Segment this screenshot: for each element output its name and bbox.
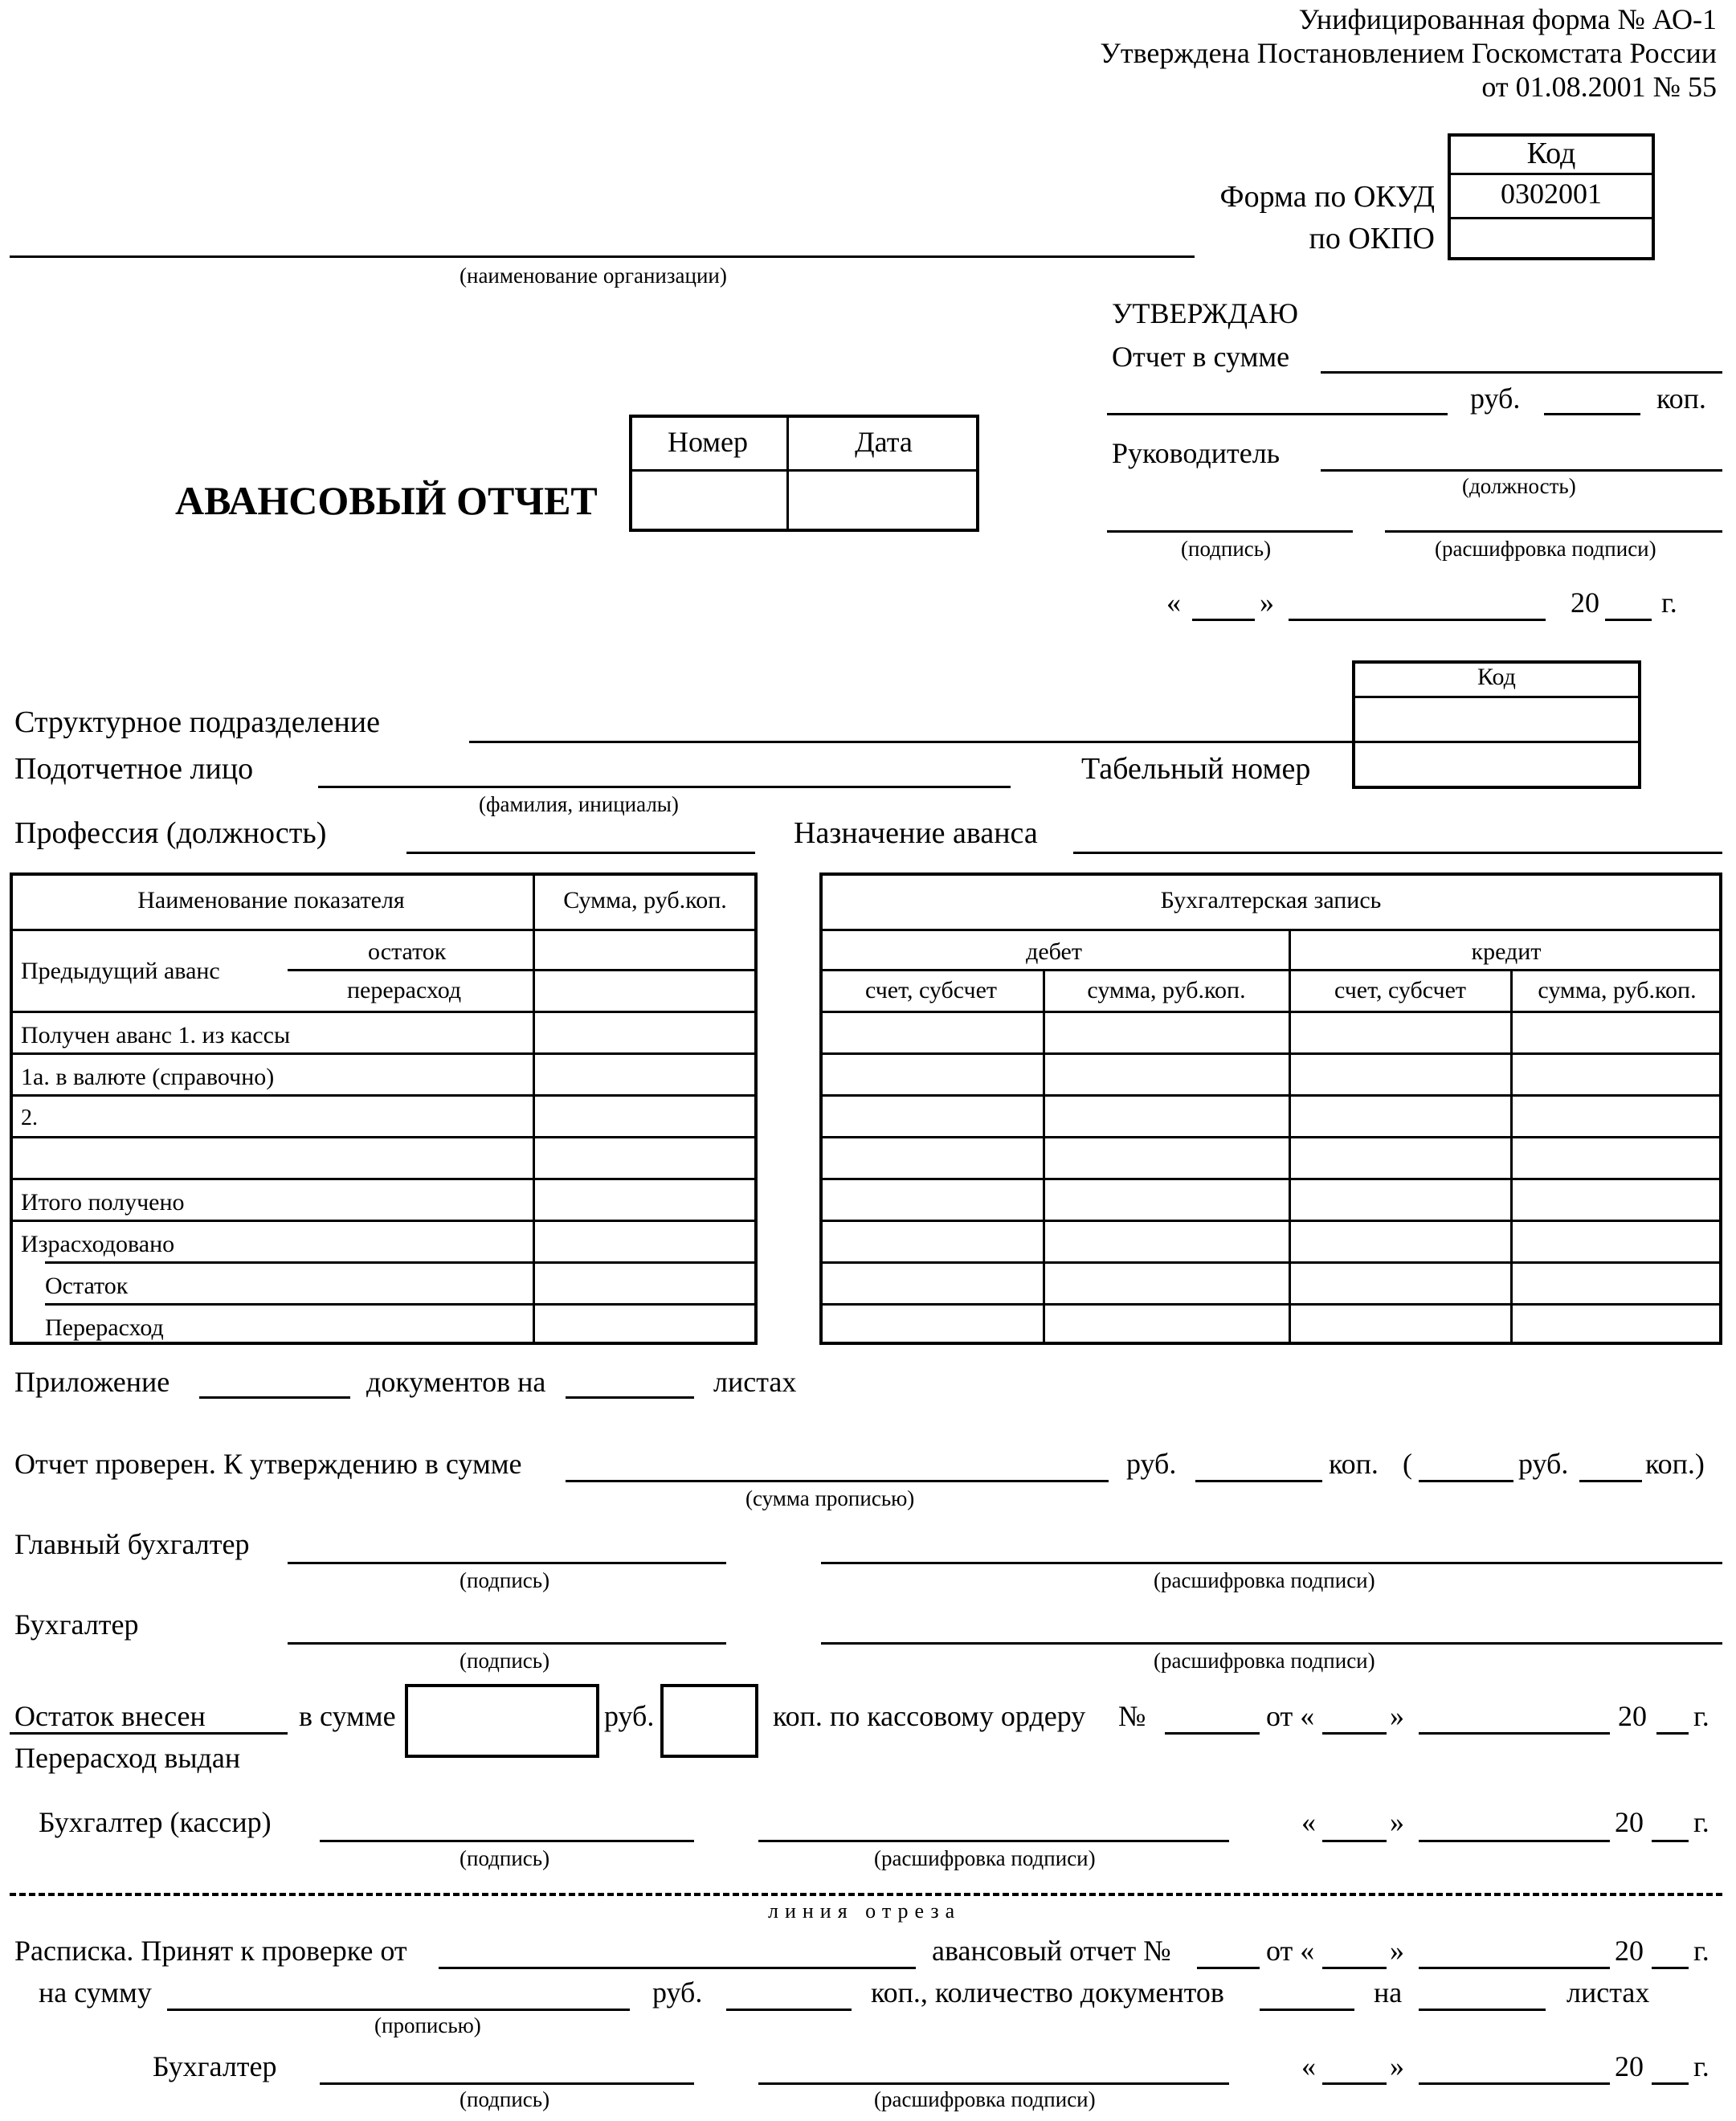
- number-label: Номер: [667, 426, 749, 458]
- number-date-divider: [629, 469, 979, 472]
- accounting-row-divider: [819, 1011, 1722, 1013]
- organization-caption: (наименование организации): [460, 264, 727, 288]
- order-number-field[interactable]: [1165, 1732, 1260, 1735]
- table-row: Итого получено: [21, 1189, 185, 1216]
- remainder-rub: руб.: [604, 1700, 655, 1732]
- cashier-day-field[interactable]: [1322, 1840, 1387, 1842]
- tab-code-header: Код: [1477, 664, 1516, 690]
- receipt-docs-count-field[interactable]: [1260, 2009, 1354, 2011]
- organization-field[interactable]: [10, 255, 1195, 258]
- receipt-quote-close: »: [1390, 1935, 1404, 1967]
- receipt-words-caption: (прописью): [374, 2013, 481, 2037]
- receipt-accountant-label: Бухгалтер: [153, 2050, 277, 2082]
- accounting-row-divider: [819, 1261, 1722, 1264]
- table-row-divider: [10, 1094, 758, 1097]
- chief-sign-field[interactable]: [288, 1562, 726, 1564]
- approve-kop-field[interactable]: [1544, 413, 1640, 415]
- debit-header: дебет: [1026, 938, 1082, 965]
- form-code-line: Унифицированная форма № АО-1: [1298, 3, 1717, 35]
- approve-day-field[interactable]: [1192, 619, 1255, 621]
- person-field[interactable]: [318, 786, 1011, 788]
- order-year-suffix: г.: [1693, 1700, 1709, 1732]
- profession-label: Профессия (должность): [14, 816, 327, 850]
- checked-sum-field[interactable]: [566, 1480, 1109, 1482]
- cashier-label: Бухгалтер (кассир): [39, 1806, 272, 1838]
- profession-field[interactable]: [406, 852, 755, 854]
- okud-value: 0302001: [1501, 178, 1602, 210]
- receipt2-quote-open: «: [1301, 2050, 1316, 2082]
- approve-year-field[interactable]: [1605, 619, 1652, 621]
- table-column-divider: [533, 873, 535, 1345]
- accounting-row-divider: [819, 1303, 1722, 1306]
- receipt-report-number-field[interactable]: [1197, 1967, 1260, 1969]
- receipt-from: от «: [1266, 1935, 1315, 1967]
- table-row-divider: [288, 969, 758, 971]
- cashier-year-prefix: 20: [1615, 1806, 1644, 1838]
- receipt-kop-docs: коп., количество документов: [871, 1976, 1224, 2009]
- receipt-report-no: авансовый отчет №: [932, 1935, 1171, 1967]
- cashier-month-field[interactable]: [1419, 1840, 1610, 1842]
- receipt-year-field[interactable]: [1652, 1967, 1689, 1969]
- purpose-label: Назначение аванса: [794, 816, 1038, 850]
- okpo-field[interactable]: [1448, 217, 1655, 260]
- approve-month-field[interactable]: [1289, 619, 1546, 621]
- cashier-year-suffix: г.: [1693, 1806, 1709, 1838]
- receipt-kop-field[interactable]: [726, 2009, 852, 2011]
- checked-kop: коп.: [1329, 1448, 1379, 1480]
- checked-kop-field[interactable]: [1195, 1480, 1322, 1482]
- okud-label: Форма по ОКУД: [1219, 180, 1435, 214]
- accountant-sign-caption: (подпись): [460, 1649, 550, 1673]
- receipt-year-suffix: г.: [1693, 1935, 1709, 1967]
- accounting-row-divider: [819, 1220, 1722, 1222]
- overspend-issued-label: Перерасход выдан: [14, 1742, 241, 1774]
- head-position-field[interactable]: [1321, 469, 1722, 472]
- accounting-row-divider: [819, 1052, 1722, 1055]
- person-label: Подотчетное лицо: [14, 752, 254, 786]
- accounting-row-divider: [819, 1178, 1722, 1180]
- table-row-divider: [45, 1303, 758, 1306]
- cashier-sign-field[interactable]: [320, 1840, 694, 1842]
- receipt-sheets: листах: [1566, 1976, 1650, 2009]
- table-row: Получен аванс 1. из кассы: [21, 1022, 291, 1048]
- cashier-quote-close: »: [1390, 1806, 1404, 1838]
- purpose-field[interactable]: [1073, 852, 1722, 854]
- approve-kop: коп.: [1656, 382, 1706, 415]
- cashier-decode-caption: (расшифровка подписи): [874, 1846, 1096, 1870]
- table-row-divider: [10, 929, 758, 931]
- receipt-month-field[interactable]: [1419, 1967, 1610, 1969]
- cut-line-caption: линия отреза: [768, 1899, 962, 1923]
- receipt2-day-field[interactable]: [1322, 2082, 1387, 2085]
- date-field[interactable]: [790, 472, 976, 529]
- receipt-day-field[interactable]: [1322, 1967, 1387, 1969]
- tab-number-label: Табельный номер: [1081, 752, 1311, 786]
- head-sign-field[interactable]: [1107, 530, 1353, 533]
- tab-code-divider: [1352, 696, 1641, 698]
- cashier-quote-open: «: [1301, 1806, 1316, 1838]
- accounting-col-divider: [1510, 969, 1513, 1345]
- checked-kop2: коп.): [1645, 1448, 1705, 1480]
- table-row: 1а. в валюте (справочно): [21, 1064, 275, 1090]
- in-sum-label: в сумме: [299, 1700, 396, 1732]
- approve-sum-label: Отчет в сумме: [1112, 341, 1290, 373]
- checked-label: Отчет проверен. К утверждению в сумме: [14, 1448, 522, 1480]
- table-row-divider: [10, 1136, 758, 1138]
- receipt-decode-field[interactable]: [758, 2082, 1229, 2085]
- credit-sum-header: сумма, руб.коп.: [1538, 977, 1697, 1003]
- attachment-label: Приложение: [14, 1366, 170, 1398]
- checked-rub: руб.: [1126, 1448, 1177, 1480]
- remainder-deposited-line: [10, 1732, 288, 1735]
- attachment-sheets: листах: [713, 1366, 797, 1398]
- order-text: коп. по кассовому ордеру: [773, 1700, 1086, 1732]
- table-row: Израсходовано: [21, 1231, 175, 1257]
- accounting-header: Бухгалтерская запись: [1160, 887, 1382, 913]
- chief-decode-field[interactable]: [821, 1562, 1722, 1564]
- remainder-deposited-label: Остаток внесен: [14, 1700, 206, 1732]
- checked-paren-open: (: [1403, 1448, 1412, 1480]
- approve-title: УТВЕРЖДАЮ: [1112, 297, 1299, 329]
- approve-sum-field[interactable]: [1321, 371, 1722, 374]
- sum-header: Сумма, руб.коп.: [563, 887, 727, 913]
- table-row-divider: [10, 1220, 758, 1222]
- remainder-label: остаток: [368, 938, 447, 965]
- tab-code-divider: [1352, 741, 1641, 743]
- quote-close: »: [1260, 586, 1274, 619]
- accounting-row-divider: [819, 929, 1722, 931]
- credit-header: кредит: [1471, 938, 1542, 965]
- order-no-sign: №: [1118, 1700, 1146, 1732]
- table-row: 2.: [21, 1105, 38, 1130]
- attachment-sheets-field[interactable]: [566, 1396, 694, 1399]
- code-box-divider: [1448, 173, 1655, 175]
- receipt-sheets-field[interactable]: [1419, 2009, 1546, 2011]
- position-caption: (должность): [1462, 474, 1576, 498]
- accounting-row-divider: [819, 1094, 1722, 1097]
- accounting-col-divider: [1043, 969, 1045, 1345]
- receipt-on: на: [1374, 1976, 1403, 2009]
- approval-line: Утверждена Постановлением Госкомстата России: [1100, 37, 1717, 69]
- checked-rub2: руб.: [1518, 1448, 1569, 1480]
- chief-sign-caption: (подпись): [460, 1568, 550, 1592]
- receipt2-year-suffix: г.: [1693, 2050, 1709, 2082]
- checked-kop2-field[interactable]: [1579, 1480, 1642, 1482]
- accounting-row-divider: [819, 1136, 1722, 1138]
- decode-caption: (расшифровка подписи): [1435, 537, 1656, 561]
- receipt-date-field[interactable]: [439, 1967, 916, 1969]
- accountant-sign-field[interactable]: [288, 1642, 726, 1645]
- name-caption: (фамилия, инициалы): [479, 792, 679, 816]
- receipt2-year-prefix: 20: [1615, 2050, 1644, 2082]
- credit-account-header: счет, субсчет: [1334, 977, 1466, 1003]
- division-field[interactable]: [469, 741, 1353, 743]
- tab-number-field[interactable]: [1355, 744, 1638, 786]
- cashier-decode-field[interactable]: [758, 1840, 1229, 1842]
- year-suffix: г.: [1661, 586, 1677, 619]
- receipt-sign-caption: (подпись): [460, 2087, 550, 2111]
- receipt-label: Расписка. Принят к проверке от: [14, 1935, 407, 1967]
- quote-open: «: [1166, 586, 1181, 619]
- receipt-sign-field[interactable]: [320, 2082, 694, 2085]
- prev-advance-label: Предыдущий аванс: [21, 958, 220, 984]
- cut-line: [10, 1893, 1722, 1896]
- order-quote-close: »: [1390, 1700, 1404, 1732]
- receipt-decode-caption: (расшифровка подписи): [874, 2087, 1096, 2111]
- order-day-field[interactable]: [1322, 1732, 1387, 1735]
- division-label: Структурное подразделение: [14, 705, 380, 739]
- date-label: Дата: [855, 426, 913, 458]
- receipt2-year-field[interactable]: [1652, 2082, 1689, 2085]
- code-header: Код: [1526, 137, 1576, 170]
- order-year-field[interactable]: [1656, 1732, 1689, 1735]
- head-decode-field[interactable]: [1385, 530, 1722, 533]
- receipt-on-sum: на сумму: [39, 1976, 152, 2009]
- accountant-label: Бухгалтер: [14, 1608, 139, 1641]
- remainder-kop-field[interactable]: [660, 1684, 758, 1758]
- accountant-decode-caption: (расшифровка подписи): [1154, 1649, 1375, 1673]
- debit-account-header: счет, субсчет: [865, 977, 997, 1003]
- sign-caption: (подпись): [1181, 537, 1272, 561]
- receipt-rub: руб.: [652, 1976, 703, 2009]
- accounting-row-divider: [819, 969, 1722, 971]
- chief-label: Главный бухгалтер: [14, 1528, 250, 1560]
- table-row-divider: [10, 1052, 758, 1055]
- table-row: Перерасход: [45, 1314, 164, 1341]
- year-prefix: 20: [1571, 586, 1599, 619]
- receipt-sum-field[interactable]: [167, 2009, 630, 2011]
- table-row-divider: [10, 1011, 758, 1013]
- head-label: Руководитель: [1112, 437, 1281, 469]
- table-row-divider: [45, 1261, 758, 1264]
- indicator-header: Наименование показателя: [137, 887, 405, 913]
- approval-date-line: от 01.08.2001 № 55: [1481, 71, 1717, 103]
- cashier-year-field[interactable]: [1652, 1840, 1689, 1842]
- debit-sum-header: сумма, руб.коп.: [1087, 977, 1246, 1003]
- chief-decode-caption: (расшифровка подписи): [1154, 1568, 1375, 1592]
- table-row: Остаток: [45, 1273, 129, 1299]
- number-field[interactable]: [632, 472, 785, 529]
- document-title: АВАНСОВЫЙ ОТЧЕТ: [175, 478, 598, 523]
- order-year-prefix: 20: [1618, 1700, 1647, 1732]
- checked-rub2-field[interactable]: [1419, 1480, 1513, 1482]
- attachment-docs-on: документов на: [366, 1366, 546, 1398]
- division-code-field[interactable]: [1355, 699, 1638, 739]
- overspend-label: перерасход: [347, 977, 462, 1003]
- accountant-decode-field[interactable]: [821, 1642, 1722, 1645]
- cashier-sign-caption: (подпись): [460, 1846, 550, 1870]
- remainder-rub-field[interactable]: [405, 1684, 599, 1758]
- table-row-divider: [10, 1178, 758, 1180]
- receipt2-quote-close: »: [1390, 2050, 1404, 2082]
- attachment-docs-field[interactable]: [199, 1396, 350, 1399]
- order-from: от «: [1266, 1700, 1315, 1732]
- words-caption: (сумма прописью): [745, 1486, 915, 1510]
- receipt-year-prefix: 20: [1615, 1935, 1644, 1967]
- order-month-field[interactable]: [1419, 1732, 1610, 1735]
- receipt2-month-field[interactable]: [1419, 2082, 1610, 2085]
- approve-sum-field-2[interactable]: [1107, 413, 1448, 415]
- approve-rub: руб.: [1470, 382, 1521, 415]
- okpo-label: по ОКПО: [1309, 222, 1435, 255]
